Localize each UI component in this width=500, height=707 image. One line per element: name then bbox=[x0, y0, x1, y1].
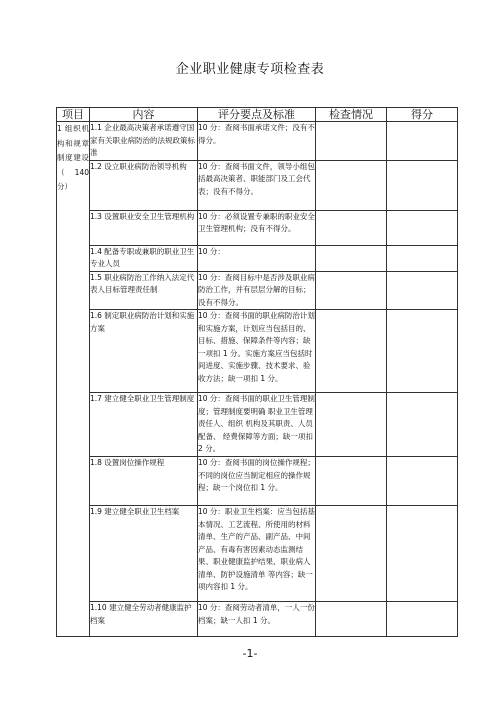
score-cell[interactable] bbox=[387, 210, 458, 245]
status-cell[interactable] bbox=[316, 310, 387, 393]
score-cell[interactable] bbox=[387, 457, 458, 506]
status-cell[interactable] bbox=[316, 393, 387, 457]
content-cell: 1.5 职业病防治工作纳入法定代表人目标管理责任制 bbox=[90, 271, 198, 310]
score-cell[interactable] bbox=[387, 245, 458, 271]
status-cell[interactable] bbox=[316, 160, 387, 210]
criteria-cell: 10 分：查阅书面的职业病防治计划和实施方案，计划应当包括目的、目标、措施、保障条件等内容；缺一项扣 1 分。实施方案应当包括时间进度、实施步骤、技术要求、验收方法；缺一项扣 1 分。 bbox=[198, 310, 316, 393]
status-cell[interactable] bbox=[316, 210, 387, 245]
document-title: 企业职业健康专项检查表 bbox=[175, 62, 325, 77]
criteria-cell: 10 分：职业卫生档案：应当包括基本情况、工艺流程、所使用的材料清单、生产的产品、副产品、中间产品、有毒有害因素动态监测结果、职业健康监护结果、职业病人清单、防护设施清单 等内容；缺一项内容扣 1 分。 bbox=[198, 506, 316, 602]
header-status: 检查情况 bbox=[316, 108, 387, 122]
status-cell[interactable] bbox=[316, 506, 387, 602]
criteria-cell: 10 分：查阅劳动者清单，一人一份档案；缺一人扣 1 分。 bbox=[198, 602, 316, 637]
score-cell[interactable] bbox=[387, 310, 458, 393]
header-project: 项目 bbox=[57, 108, 90, 122]
criteria-cell: 10 分：查阅书面承诺文件；没有不得分。 bbox=[198, 122, 316, 161]
status-cell[interactable] bbox=[316, 122, 387, 161]
table-row bbox=[57, 245, 458, 271]
criteria-cell: 10 分：查阅书面的岗位操作规程；不同的岗位应当制定相应的操作规程；缺一个岗位扣 1 分。 bbox=[198, 457, 316, 506]
table-row bbox=[57, 457, 458, 506]
content-cell: 1.9 建立健全职业卫生档案 bbox=[90, 506, 198, 602]
status-cell[interactable] bbox=[316, 457, 387, 506]
content-cell: 1.6 制定职业病防治计划和实施方案 bbox=[90, 310, 198, 393]
content-cell: 1.3 设置职业安全卫生管理机构 bbox=[90, 210, 198, 245]
table-row bbox=[57, 122, 458, 161]
inspection-table bbox=[56, 107, 458, 637]
criteria-cell: 10 分：查阅书面文件，领导小组包括最高决策者、职能部门及工会代表；没有不得分。 bbox=[198, 160, 316, 210]
criteria-cell: 10 分：必须设置专兼职的职业安全卫生管理机构；没有不得分。 bbox=[198, 210, 316, 245]
content-cell: 1.4 配备专职或兼职的职业卫生专业人员 bbox=[90, 245, 198, 271]
category-cell: 1 组织机构和规章制度建设（140分） bbox=[57, 122, 90, 637]
score-cell[interactable] bbox=[387, 506, 458, 602]
criteria-cell: 10 分：查阅目标中是否涉及职业病防治工作，并有层层分解的目标；没有不得分。 bbox=[198, 271, 316, 310]
content-cell: 1.2 设立职业病防治领导机构 bbox=[90, 160, 198, 210]
content-cell: 1.8 设置岗位操作规程 bbox=[90, 457, 198, 506]
criteria-cell: 10 分：查阅书面的职业卫生管理制度；管理制度要明确 职业卫生管理责任人、组织 机构及其职责、人员配备、 经费保障等方面；缺一项扣 2 分。 bbox=[198, 393, 316, 457]
status-cell[interactable] bbox=[316, 602, 387, 637]
table-row bbox=[57, 210, 458, 245]
content-cell: 1.1 企业最高决策者承诺遵守国家有关职业病防治的法规政策标准 bbox=[90, 122, 198, 161]
score-cell[interactable] bbox=[387, 271, 458, 310]
score-cell[interactable] bbox=[387, 602, 458, 637]
table-row bbox=[57, 310, 458, 393]
criteria-cell: 10 分： bbox=[198, 245, 316, 271]
score-cell[interactable] bbox=[387, 160, 458, 210]
content-cell: 1.10 建立健全劳动者健康监护档案 bbox=[90, 602, 198, 637]
table-row bbox=[57, 393, 458, 457]
table-row bbox=[57, 160, 458, 210]
table-row bbox=[57, 602, 458, 637]
table-row bbox=[57, 506, 458, 602]
status-cell[interactable] bbox=[316, 245, 387, 271]
table-row bbox=[57, 271, 458, 310]
header-row bbox=[57, 108, 458, 122]
status-cell[interactable] bbox=[316, 271, 387, 310]
header-score: 得分 bbox=[387, 108, 458, 122]
score-cell[interactable] bbox=[387, 393, 458, 457]
content-cell: 1.7 建立健全职业卫生管理制度 bbox=[90, 393, 198, 457]
header-content: 内容 bbox=[90, 108, 198, 122]
header-criteria: 评分要点及标准 bbox=[198, 108, 316, 122]
page-number: -1- bbox=[242, 647, 258, 660]
score-cell[interactable] bbox=[387, 122, 458, 161]
